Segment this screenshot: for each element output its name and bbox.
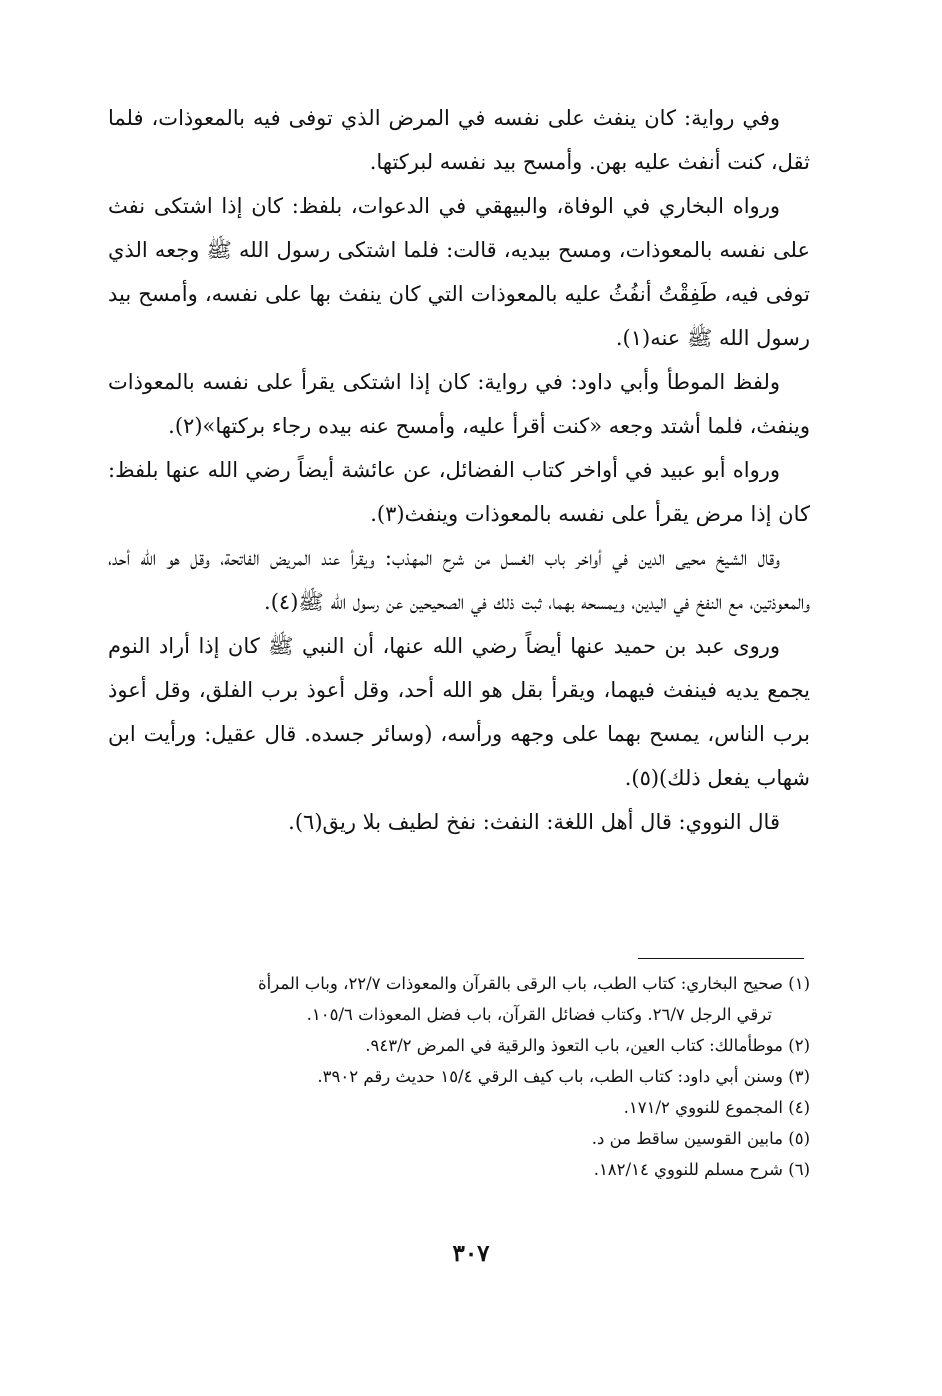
footnotes [108, 968, 810, 1185]
footnote-6: (٦) شرح مسلم للنووي ١٨٢/١٤. [593, 1160, 810, 1179]
paragraph: وفي رواية: كان ينفث على نفسه في المرض الذي توفى فيه بالمعوذات، فلما ثقل، كنت أنفث عليه بهن. وأمسح بيد نفسه لبركتها. [108, 106, 810, 174]
paragraph: ورواه البخاري في الوفاة، والبيهقي في الدعوات، بلفظ: كان إذا اشتكى نفث على نفسه بالمعوذات، ومسح بيديه، قالت: فلما اشتكى رسول الله ﷺ وجعه الذي توفى فيه، طَفِقْتُ أنفُثُ عليه بالمعوذات التي كان ينفث بها على نفسه، وأمسح بيد رسول الله ﷺ عنه(١). [108, 194, 810, 350]
footnote-1: (١) صحيح البخاري: كتاب الطب، باب الرقى بالقرآن والمعوذات ٢٢/٧، وباب المرأة [258, 974, 810, 993]
footnote-separator [638, 958, 804, 959]
paragraph: وروى عبد بن حميد عنها أيضاً رضي الله عنها، أن النبي ﷺ كان إذا أراد النوم يجمع يديه فينفث فيهما، ويقرأ بقل هو الله أحد، وقل أعوذ برب الفلق، وقل أعوذ برب الناس، يمسح بهما على وجهه ورأسه، (وسائر جسده. قال عقيل: ورأيت ابن شهاب يفعل ذلك)(٥). [108, 634, 810, 790]
footnote-1-continuation: ترقي الرجل ٢٦/٧. وكتاب فضائل القرآن، باب فضل المعوذات ١٠٥/٦. [306, 1005, 772, 1024]
paragraph: قال النووي: قال أهل اللغة: النفث: نفخ لطيف بلا ريق(٦). [288, 810, 780, 834]
paragraph: ورواه أبو عبيد في أواخر كتاب الفضائل، عن عائشة أيضاً رضي الله عنها بلفظ: كان إذا مرض يقرأ على نفسه بالمعوذات وينفث(٣). [108, 458, 810, 526]
paragraph: ولفظ الموطأ وأبي داود: في رواية: كان إذا اشتكى يقرأ على نفسه بالمعوذات وينفث، فلما أشتد وجعه «كنت أقرأ عليه، وأمسح عنه بيده رجاء بركتها»(٢). [108, 370, 810, 438]
paragraph: وقال الشيخ محيى الدين في أواخر باب الغسل من شرح المهذب: ويقرأ عند المريض الفاتحة، وقل هو الله أحد، والمعوذتين، مع النفخ في اليدين، ويمسحه بهما، ثبت ذلك في الصحيحين عن رسول الله ﷺ(٤). [108, 546, 810, 614]
footnote-2: (٢) موطأمالك: كتاب العين، باب التعوذ والرقية في المرض ٩٤٣/٢. [365, 1036, 810, 1055]
footnote-4: (٤) المجموع للنووي ١٧١/٢. [623, 1098, 810, 1117]
page-number: ٣٠٧ [452, 1240, 490, 1267]
footnote-5: (٥) مابين القوسين ساقط من د. [591, 1129, 810, 1148]
footnote-3: (٣) وسنن أبي داود: كتاب الطب، باب كيف الرقي ١٥/٤ حديث رقم ٣٩٠٢. [317, 1067, 810, 1086]
main-text [108, 96, 810, 844]
